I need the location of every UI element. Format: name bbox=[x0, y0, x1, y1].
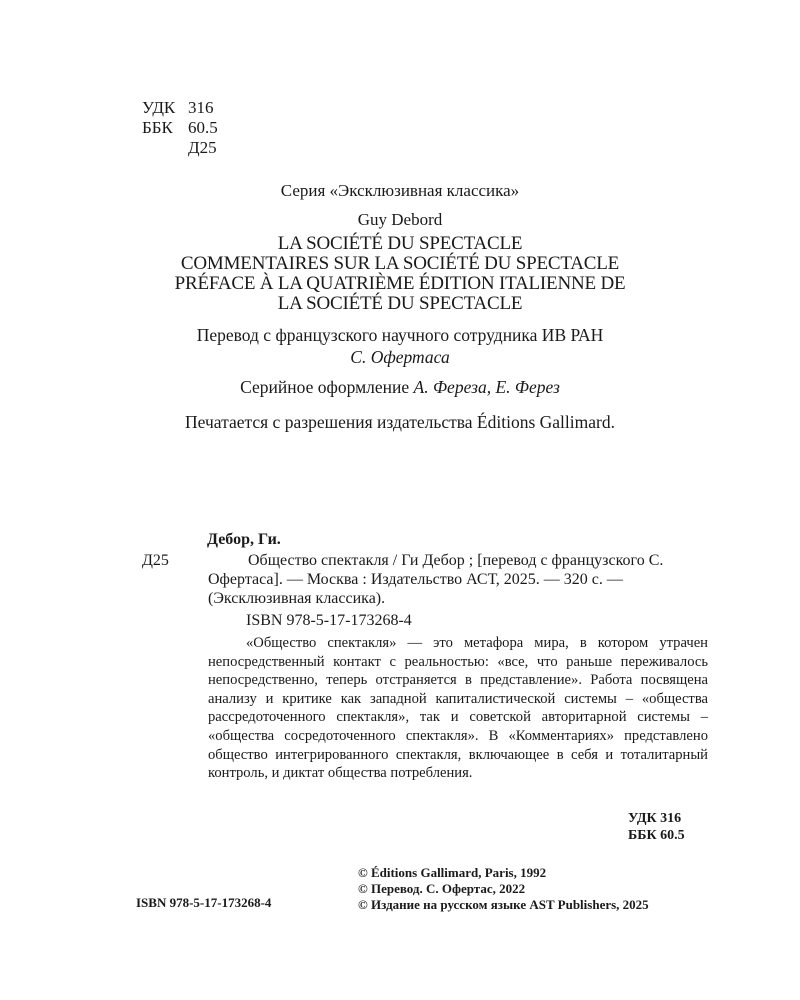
abstract-text: «Общество спектакля» — это метафора мира, в котором утрачен непосредственный контакт с реальностью: «все, что раньше переживалось непосредственно, теперь отстраняется в представление». Работа посвящена анализу и критике как западной капиталистической системы – «общества рассредоточенного спектакля», так и советской авторитарной системы – «общества сосредоточенного спектакля». В «Комментариях» представлено общество интегрированного спектакля, включающее в себя и тоталитарный контроль, и диктат общества потребления. bbox=[208, 635, 708, 782]
designer-names: А. Фереза, Е. Ферез bbox=[413, 377, 560, 397]
bibliographic-text: Общество спектакля / Ги Дебор ; [перевод с французского С. Офертаса]. — Москва : Издательство АСТ, 2025. — 320 с. — (Эксклюзивная классика). bbox=[208, 552, 664, 607]
copyright-line: © Издание на русском языке AST Publishers, 2025 bbox=[358, 897, 649, 912]
catalog-code: Д25 bbox=[142, 552, 169, 569]
copyright-line: © Éditions Gallimard, Paris, 1992 bbox=[358, 865, 547, 880]
translation-credit bbox=[0, 324, 800, 368]
bbk-value: 60.5 bbox=[188, 118, 218, 137]
copyright-line: © Перевод. С. Офертас, 2022 bbox=[358, 881, 526, 896]
original-title-line: PRÉFACE À LA QUATRIÈME ÉDITION ITALIENNE DE bbox=[174, 273, 626, 294]
bbk-row bbox=[142, 118, 218, 138]
permission-notice: Печатается с разрешения издательства Éditions Gallimard. bbox=[185, 412, 615, 432]
bibliographic-record bbox=[208, 551, 708, 608]
original-titles bbox=[0, 234, 800, 314]
copyright-block bbox=[358, 865, 649, 913]
catalog-isbn: ISBN 978-5-17-173268-4 bbox=[246, 612, 412, 629]
design-label: Серийное оформление bbox=[240, 377, 410, 397]
udk-value: 316 bbox=[188, 98, 214, 117]
author-mark: Д25 bbox=[188, 138, 217, 157]
footer-isbn: ISBN 978-5-17-173268-4 bbox=[136, 895, 272, 910]
udk-label: УДК bbox=[142, 98, 176, 117]
translation-line: Перевод с французского научного сотрудника ИВ РАН bbox=[196, 325, 604, 345]
design-credit bbox=[0, 377, 800, 398]
classification-codes bbox=[142, 98, 218, 158]
series-title: Серия «Эксклюзивная классика» bbox=[280, 181, 520, 200]
catalog-author-heading: Дебор, Ги. bbox=[207, 531, 281, 548]
original-title-line: COMMENTAIRES SUR LA SOCIÉTÉ DU SPECTACLE bbox=[180, 253, 620, 274]
bbk-label: ББК bbox=[142, 118, 173, 137]
original-author: Guy Debord bbox=[357, 210, 443, 229]
original-title-line: LA SOCIÉTÉ DU SPECTACLE bbox=[277, 233, 523, 254]
original-title-line: LA SOCIÉTÉ DU SPECTACLE bbox=[277, 293, 523, 314]
udk-row bbox=[142, 98, 218, 118]
translator-name: С. Офертаса bbox=[350, 347, 450, 367]
catalog-udk: УДК 316 bbox=[628, 811, 682, 826]
catalog-bbk: ББК 60.5 bbox=[628, 828, 685, 843]
author-mark-row bbox=[142, 138, 218, 158]
abstract bbox=[208, 634, 708, 783]
catalog-codes-bottom bbox=[628, 810, 685, 844]
